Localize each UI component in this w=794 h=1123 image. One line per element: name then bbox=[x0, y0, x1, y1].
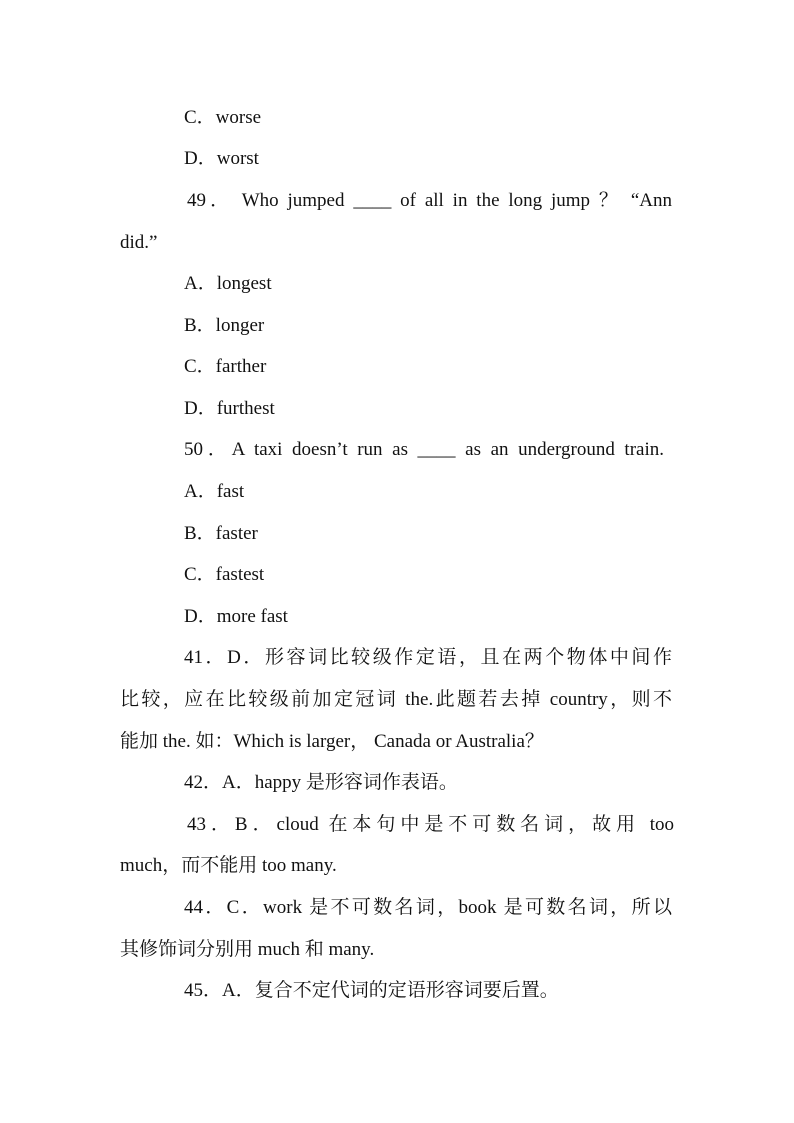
answer-44-line-2: 其修饰词分别用 much 和 many. bbox=[120, 939, 375, 960]
q48-option-c: C．worse bbox=[184, 107, 262, 128]
answer-44-line-1: 44．C．work 是不可数名词，book 是可数名词，所以 bbox=[184, 897, 672, 918]
q49-option-b: B．longer bbox=[184, 315, 265, 336]
answer-45: 45．A．复合不定代词的定语形容词要后置。 bbox=[184, 980, 559, 1001]
question-50: 50．A taxi doesn’t run as ____ as an underground train. bbox=[184, 439, 664, 460]
answer-41-line-2: 比较，应在比较级前加定冠词 the.此题若去掉 country，则不 bbox=[120, 689, 672, 710]
q50-option-b: B．faster bbox=[184, 523, 258, 544]
q49-option-a: A．longest bbox=[184, 273, 272, 294]
answer-43-line-1: 43．B．cloud 在本句中是不可数名词，故用 too bbox=[187, 814, 674, 835]
q49-option-d: D．furthest bbox=[184, 398, 275, 419]
q49-option-c: C．farther bbox=[184, 356, 267, 377]
q48-option-d: D．worst bbox=[184, 148, 259, 169]
q50-option-c: C．fastest bbox=[184, 564, 265, 585]
question-49-line-2: did.” bbox=[120, 232, 158, 253]
question-49-line-1: 49． Who jumped ____ of all in the long jump ？ “Ann bbox=[187, 190, 672, 211]
answer-41-line-1: 41．D．形容词比较级作定语，且在两个物体中间作 bbox=[184, 647, 672, 668]
q50-option-a: A．fast bbox=[184, 481, 245, 502]
answer-41-line-3: 能加 the. 如：Which is larger， Canada or Australia？ bbox=[120, 731, 544, 752]
answer-43-line-2: much，而不能用 too many. bbox=[120, 855, 337, 876]
answer-42: 42．A．happy 是形容词作表语。 bbox=[184, 772, 458, 793]
q50-option-d: D．more fast bbox=[184, 606, 288, 627]
